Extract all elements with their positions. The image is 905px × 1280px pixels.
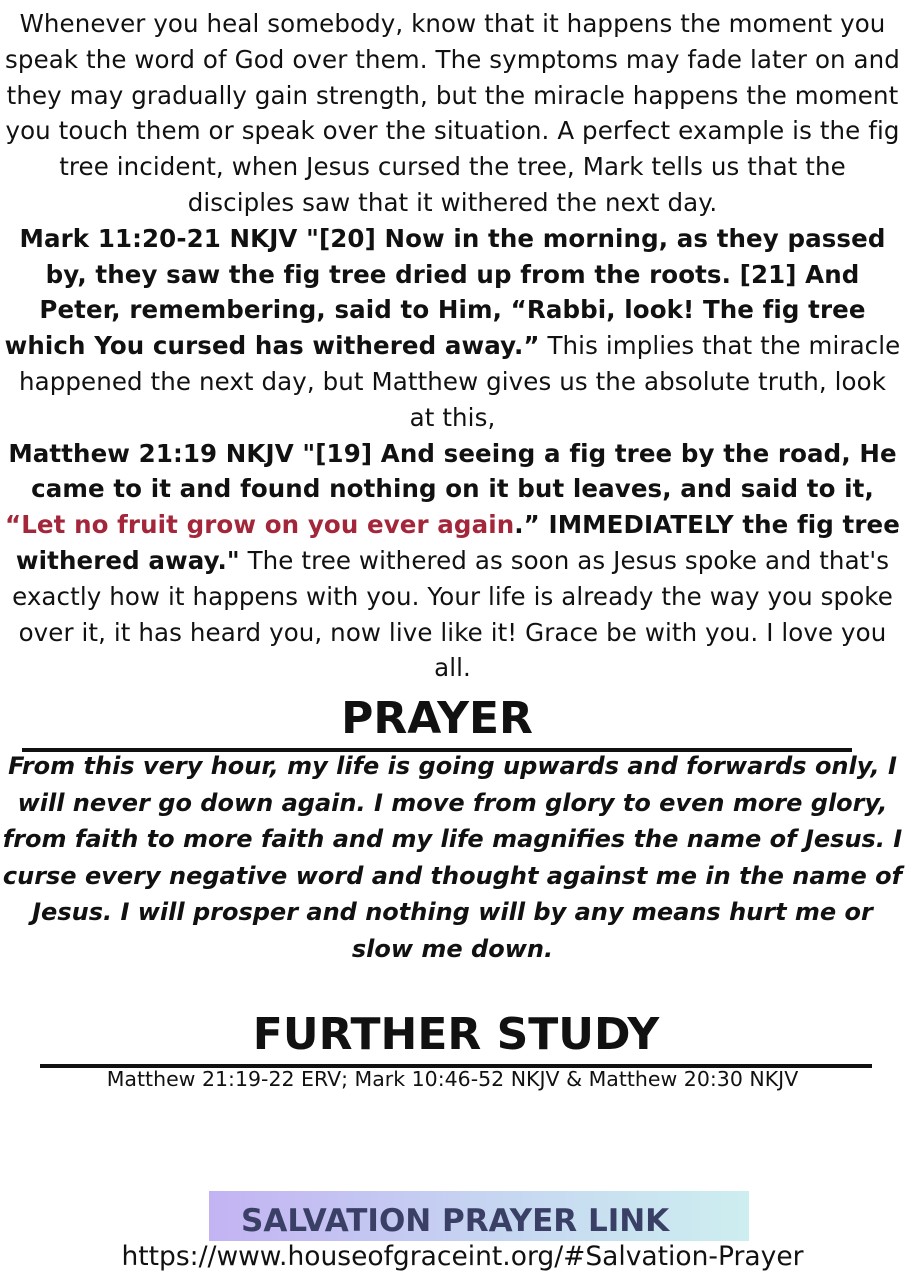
prayer-heading: PRAYER — [22, 690, 852, 752]
closing-paragraph: The tree withered as soon as Jesus spoke and that's exactly how it happens with you. Your life is already the way you spoke over it, it has heard you, now live like it! Grace be with you. I love you all. — [12, 545, 893, 683]
commentary-text: This implies that the miracle happened the next day, but Matthew gives us the absolute truth, look at this, — [19, 331, 901, 432]
intro-paragraph: Whenever you heal somebody, know that it happens the moment you speak the word of God over them. The symptoms may fade later on and they may gradually gain strength, but the miracle happens the moment you touch them or speak over the situation. A perfect example is the fig tree incident, when Jesus cursed the tree, Mark tells us that the disciples saw that it withered the next day. — [5, 9, 900, 217]
salvation-prayer-banner[interactable] — [209, 1191, 749, 1241]
highlighted-quote: “Let no fruit grow on you ever again — [5, 510, 515, 540]
further-study-references: Matthew 21:19-22 ERV; Mark 10:46-52 NKJV & Matthew 20:30 NKJV — [106, 1067, 799, 1091]
matthew-scripture-quote-end: .” IMMEDIATELY the fig tree withered away." — [15, 510, 900, 575]
mark-scripture-quote: Mark 11:20-21 NKJV "[20] Now in the morning, as they passed by, they saw the fig tree dried up from the roots. [21] And Peter, remembering, said to Him, “Rabbi, look! The fig tree which You cursed has withered away.” — [4, 223, 886, 361]
further-study-heading: FURTHER STUDY — [40, 1006, 872, 1068]
salvation-prayer-label: SALVATION PRAYER LINK — [241, 1203, 670, 1239]
prayer-text: From this very hour, my life is going upwards and forwards only, I will never go down again. I move from glory to even more glory, from faith to more faith and my life magnifies the name of Jesus. I curse every negative word and thought against me in the name of Jesus. I will prosper and nothing will by any means hurt me or slow me down. — [2, 752, 903, 963]
salvation-prayer-link[interactable]: https://www.houseofgraceint.org/#Salvation-Prayer — [121, 1241, 804, 1272]
devotional-body — [4, 6, 901, 686]
matthew-scripture-quote: Matthew 21:19 NKJV "[19] And seeing a fig tree by the road, He came to it and found nothing on it but leaves, and said to it, — [8, 438, 897, 504]
